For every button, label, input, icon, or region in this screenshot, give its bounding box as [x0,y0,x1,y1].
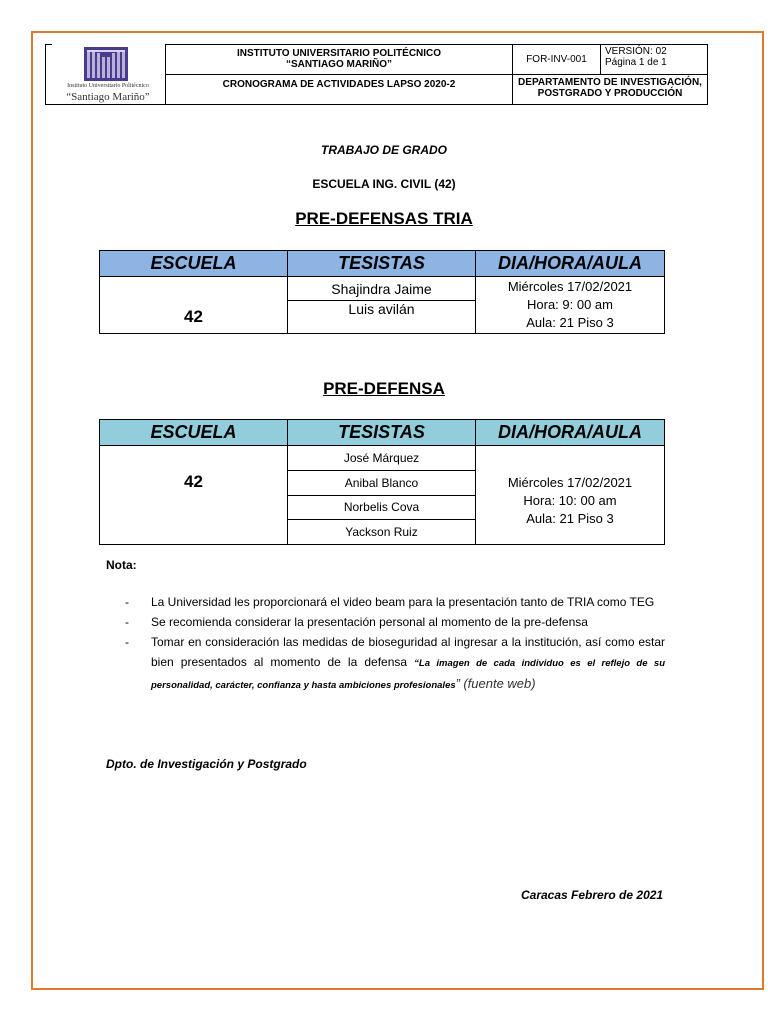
schedule-cell [476,446,665,545]
time-text: Hora: 10: 00 am [523,493,617,508]
note-text: Se recomienda considerar la presentación personal al momento de la pre-defensa [151,615,588,629]
institution-name-line2: “SANTIAGO MARIÑO” [285,59,393,70]
schedule-table-predefensa [99,419,665,545]
student-cell: José Márquez [288,446,476,471]
bullet-dash: - [125,615,129,629]
room-text: Aula: 21 Piso 3 [526,511,614,526]
department-line1: DEPARTAMENTO DE INVESTIGACIÓN, [518,77,702,88]
document-header [45,44,708,105]
notes-title: Nota: [106,558,137,572]
notes-list [125,592,665,696]
column-header-escuela: ESCUELA [100,420,288,446]
date-text: Miércoles 17/02/2021 [507,475,633,490]
date-text: Miércoles 17/02/2021 [507,279,633,294]
schedule-cell [476,277,665,334]
student-cell: Yackson Ruiz [288,520,476,545]
time-text: Hora: 9: 00 am [527,297,613,312]
table-header-row [100,251,665,277]
list-item [125,632,665,696]
column-header-tesistas: TESISTAS [288,251,476,277]
note-text: La Universidad les proporcionará el video beam para la presentación tanto de TRIA como TEG [151,595,655,609]
student-cell: Shajindra Jaime [288,277,476,301]
school-label: ESCUELA ING. CIVIL (42) [312,177,456,191]
table-row [100,277,665,301]
list-item [125,592,665,612]
logo-box [45,44,165,105]
version-cell [600,44,708,75]
bullet-dash: - [125,595,129,609]
institution-name-cell [165,44,513,75]
room-text: Aula: 21 Piso 3 [526,315,614,330]
page-count-label: Página 1 de 1 [605,57,667,68]
schedule-title-cell: CRONOGRAMA DE ACTIVIDADES LAPSO 2020-2 [165,74,513,105]
school-code-cell: 42 [100,277,288,334]
place-date: Caracas Febrero de 2021 [521,888,664,902]
institution-name-line1: INSTITUTO UNIVERSITARIO POLITÉCNICO [236,48,442,59]
department-signature: Dpto. de Investigación y Postgrado [106,757,307,771]
version-label: VERSIÓN: 02 [605,46,667,57]
logo-caption-line2: “Santiago Mariño” [66,91,150,103]
column-header-dia-hora-aula: DIA/HORA/AULA [476,251,665,277]
schedule-table-tria [99,250,665,334]
note-quote: “La imagen de cada individuo es el reflejo de su personalidad, carácter, confianza y hasta ambiciones profesionales [151,658,665,691]
column-header-escuela: ESCUELA [100,251,288,277]
table-row [100,446,665,471]
column-header-tesistas: TESISTAS [288,420,476,446]
student-cell: Luis avilán [288,301,476,334]
logo-caption-line1: Instituto Universitario Politécnico [67,83,149,89]
note-text: Tomar en consideración las medidas de bioseguridad al ingresar a la institución, así como estar bien presentados al momento de la defensa [151,635,665,669]
document-subtitle: TRABAJO DE GRADO [320,143,447,157]
school-code-cell: 42 [100,446,288,545]
form-code-cell: FOR-INV-001 [512,44,601,75]
bullet-dash: - [125,635,129,649]
student-cell: Norbelis Cova [288,495,476,520]
student-cell: Anibal Blanco [288,470,476,495]
note-source: (fuente web) [463,676,536,691]
table-header-row [100,420,665,446]
department-line2: POSTGRADO Y PRODUCCIÓN [537,88,683,99]
list-item [125,612,665,632]
department-cell [512,74,708,105]
logo-box-corner [46,44,52,45]
column-header-dia-hora-aula: DIA/HORA/AULA [476,420,665,446]
note-quote-close: ” [455,676,460,691]
section-title-tria: PRE-DEFENSAS TRIA [295,209,473,228]
institute-logo-icon [82,45,130,83]
section-title-predefensa: PRE-DEFENSA [323,379,445,398]
